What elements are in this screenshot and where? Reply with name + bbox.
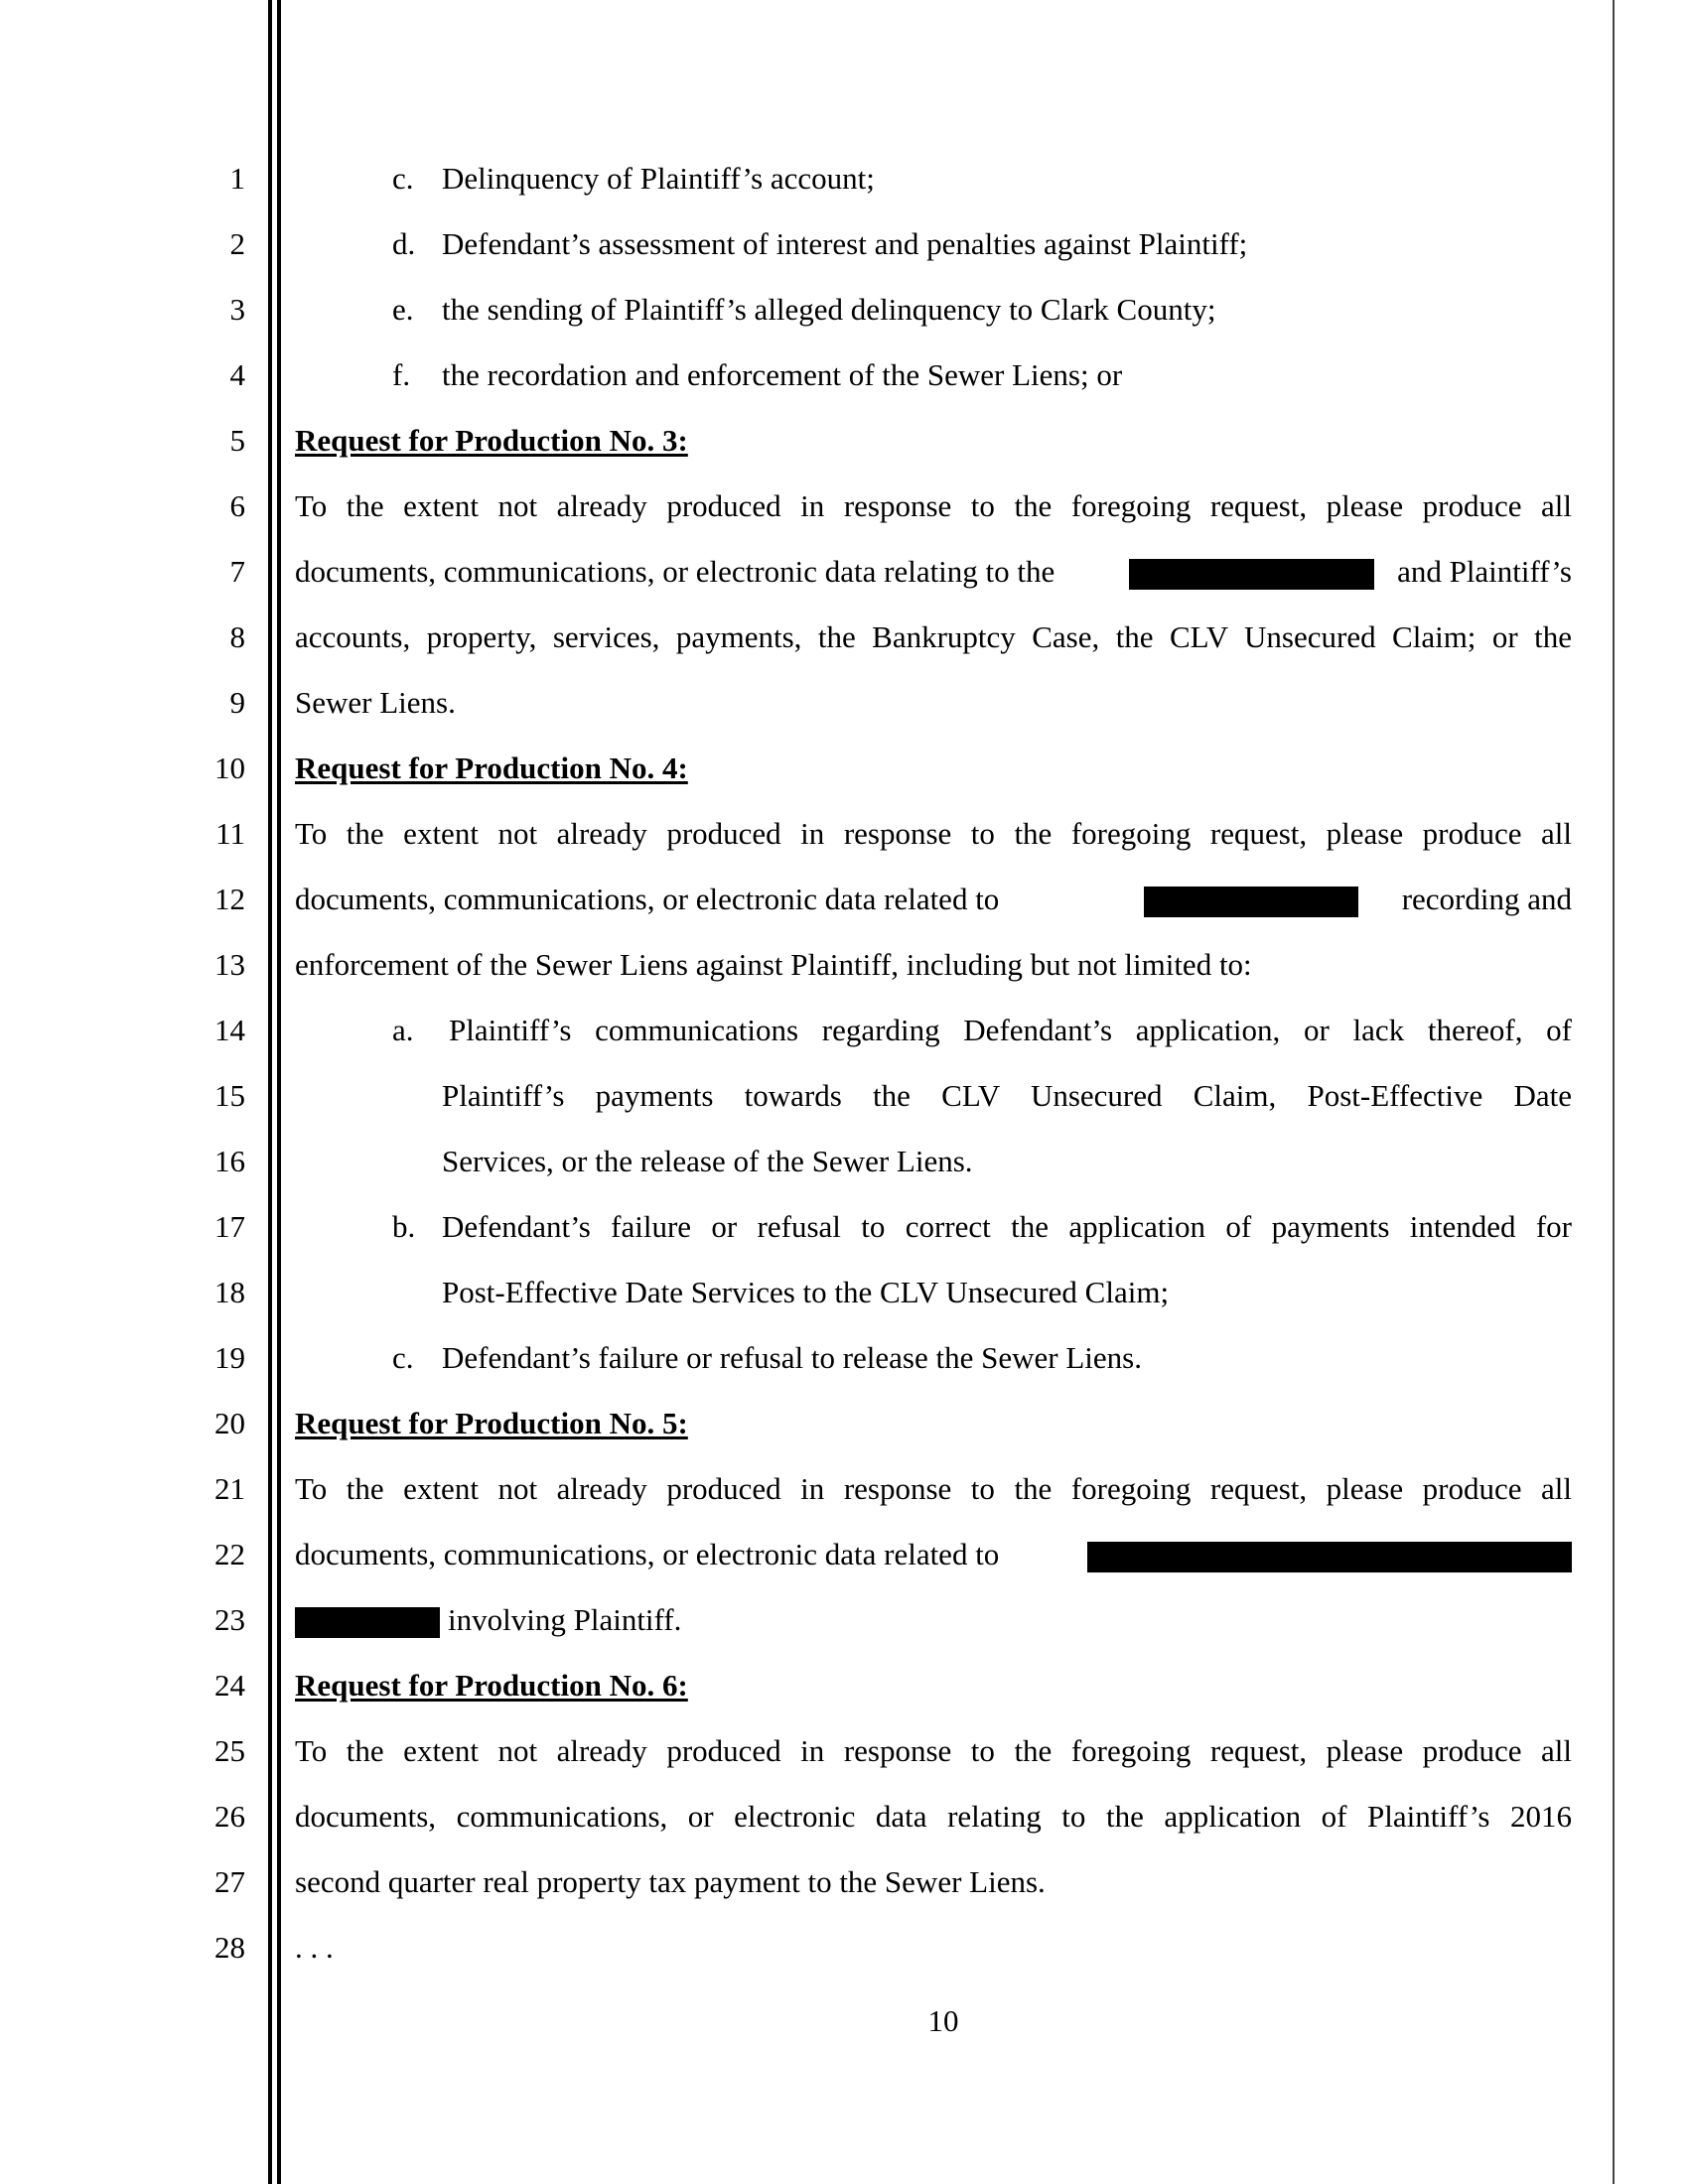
body-line: accounts, property, services, payments, the Bankruptcy Case, the CLV Unsecured Claim; or the: [295, 619, 1572, 654]
line-number: 23: [214, 1602, 245, 1637]
left-margin-rule-inner: [277, 0, 281, 2184]
body-line: documents, communications, or electronic data relating to the: [295, 554, 1055, 589]
ellipsis: . . .: [295, 1930, 334, 1965]
body-line: second quarter real property tax payment to the Sewer Liens.: [295, 1864, 1046, 1899]
line-number: 4: [229, 357, 245, 392]
line-number: 14: [214, 1013, 245, 1047]
line-number: 27: [214, 1864, 245, 1899]
rfp-5-heading: Request for Production No. 5:: [295, 1406, 688, 1440]
body-line: To the extent not already produced in response to the foregoing request, please produce all: [295, 816, 1572, 851]
redaction-block: [295, 1607, 440, 1638]
line-number: 12: [214, 882, 245, 916]
rfp-6-heading: Request for Production No. 6:: [295, 1668, 688, 1703]
list-marker: d.: [392, 226, 416, 261]
line-number: 5: [229, 423, 245, 458]
list-item: Delinquency of Plaintiff’s account;: [442, 161, 875, 196]
line-number: 20: [214, 1406, 245, 1440]
line-number: 6: [229, 488, 245, 523]
page-number: 10: [927, 2003, 959, 2038]
line-number: 16: [214, 1144, 245, 1178]
list-item: Plaintiff’s communications regarding Defendant’s application, or lack thereof, of: [449, 1013, 1572, 1047]
body-line: documents, communications, or electronic data related to: [295, 882, 1000, 916]
list-marker: a.: [392, 1013, 414, 1047]
body-line: documents, communications, or electronic data relating to the application of Plaintiff’s 2016: [295, 1799, 1572, 1834]
right-margin-rule: [1613, 0, 1615, 2184]
line-number: 10: [214, 751, 245, 785]
line-number: 18: [214, 1275, 245, 1309]
line-number: 13: [214, 947, 245, 982]
list-marker: c.: [392, 161, 414, 196]
list-item: Defendant’s assessment of interest and penalties against Plaintiff;: [442, 226, 1248, 261]
list-item: Defendant’s failure or refusal to correct the application of payments intended for: [442, 1209, 1572, 1244]
body-line: To the extent not already produced in response to the foregoing request, please produce all: [295, 1733, 1572, 1768]
list-item: Plaintiff’s payments towards the CLV Unsecured Claim, Post-Effective Date: [442, 1078, 1572, 1113]
redaction-block: [1087, 1542, 1572, 1572]
list-item: Defendant’s failure or refusal to release the Sewer Liens.: [442, 1340, 1142, 1375]
body-line: and Plaintiff’s: [1397, 554, 1572, 589]
list-item: the sending of Plaintiff’s alleged delinquency to Clark County;: [442, 292, 1216, 327]
line-number: 28: [214, 1930, 245, 1965]
list-marker: b.: [392, 1209, 416, 1244]
redaction-block: [1129, 559, 1374, 590]
rfp-4-heading: Request for Production No. 4:: [295, 751, 688, 785]
line-number: 19: [214, 1340, 245, 1375]
line-number: 21: [214, 1471, 245, 1506]
line-number: 15: [214, 1078, 245, 1113]
line-number: 22: [214, 1537, 245, 1571]
line-number: 11: [215, 816, 245, 851]
list-item: Services, or the release of the Sewer Liens.: [442, 1144, 973, 1178]
line-number: 24: [214, 1668, 245, 1703]
body-line: To the extent not already produced in response to the foregoing request, please produce all: [295, 1471, 1572, 1506]
line-number: 17: [214, 1209, 245, 1244]
line-number: 9: [229, 685, 245, 720]
list-item: the recordation and enforcement of the Sewer Liens; or: [442, 357, 1123, 392]
body-line: Sewer Liens.: [295, 685, 456, 720]
body-line: To the extent not already produced in response to the foregoing request, please produce all: [295, 488, 1572, 523]
list-marker: f.: [392, 357, 411, 392]
left-margin-rule-outer: [268, 0, 272, 2184]
redaction-block: [1144, 887, 1358, 917]
line-number: 7: [229, 554, 245, 589]
line-number: 1: [229, 161, 245, 196]
line-number: 8: [229, 619, 245, 654]
body-line: recording and: [1401, 882, 1572, 916]
list-item: Post-Effective Date Services to the CLV Unsecured Claim;: [442, 1275, 1170, 1309]
line-number: 2: [229, 226, 245, 261]
line-number: 26: [214, 1799, 245, 1834]
body-line: involving Plaintiff.: [448, 1602, 682, 1637]
list-marker: c.: [392, 1340, 414, 1375]
body-line: enforcement of the Sewer Liens against Plaintiff, including but not limited to:: [295, 947, 1252, 982]
body-line: documents, communications, or electronic data related to: [295, 1537, 1000, 1571]
list-marker: e.: [392, 292, 414, 327]
rfp-3-heading: Request for Production No. 3:: [295, 423, 688, 458]
line-number: 3: [229, 292, 245, 327]
line-number: 25: [214, 1733, 245, 1768]
